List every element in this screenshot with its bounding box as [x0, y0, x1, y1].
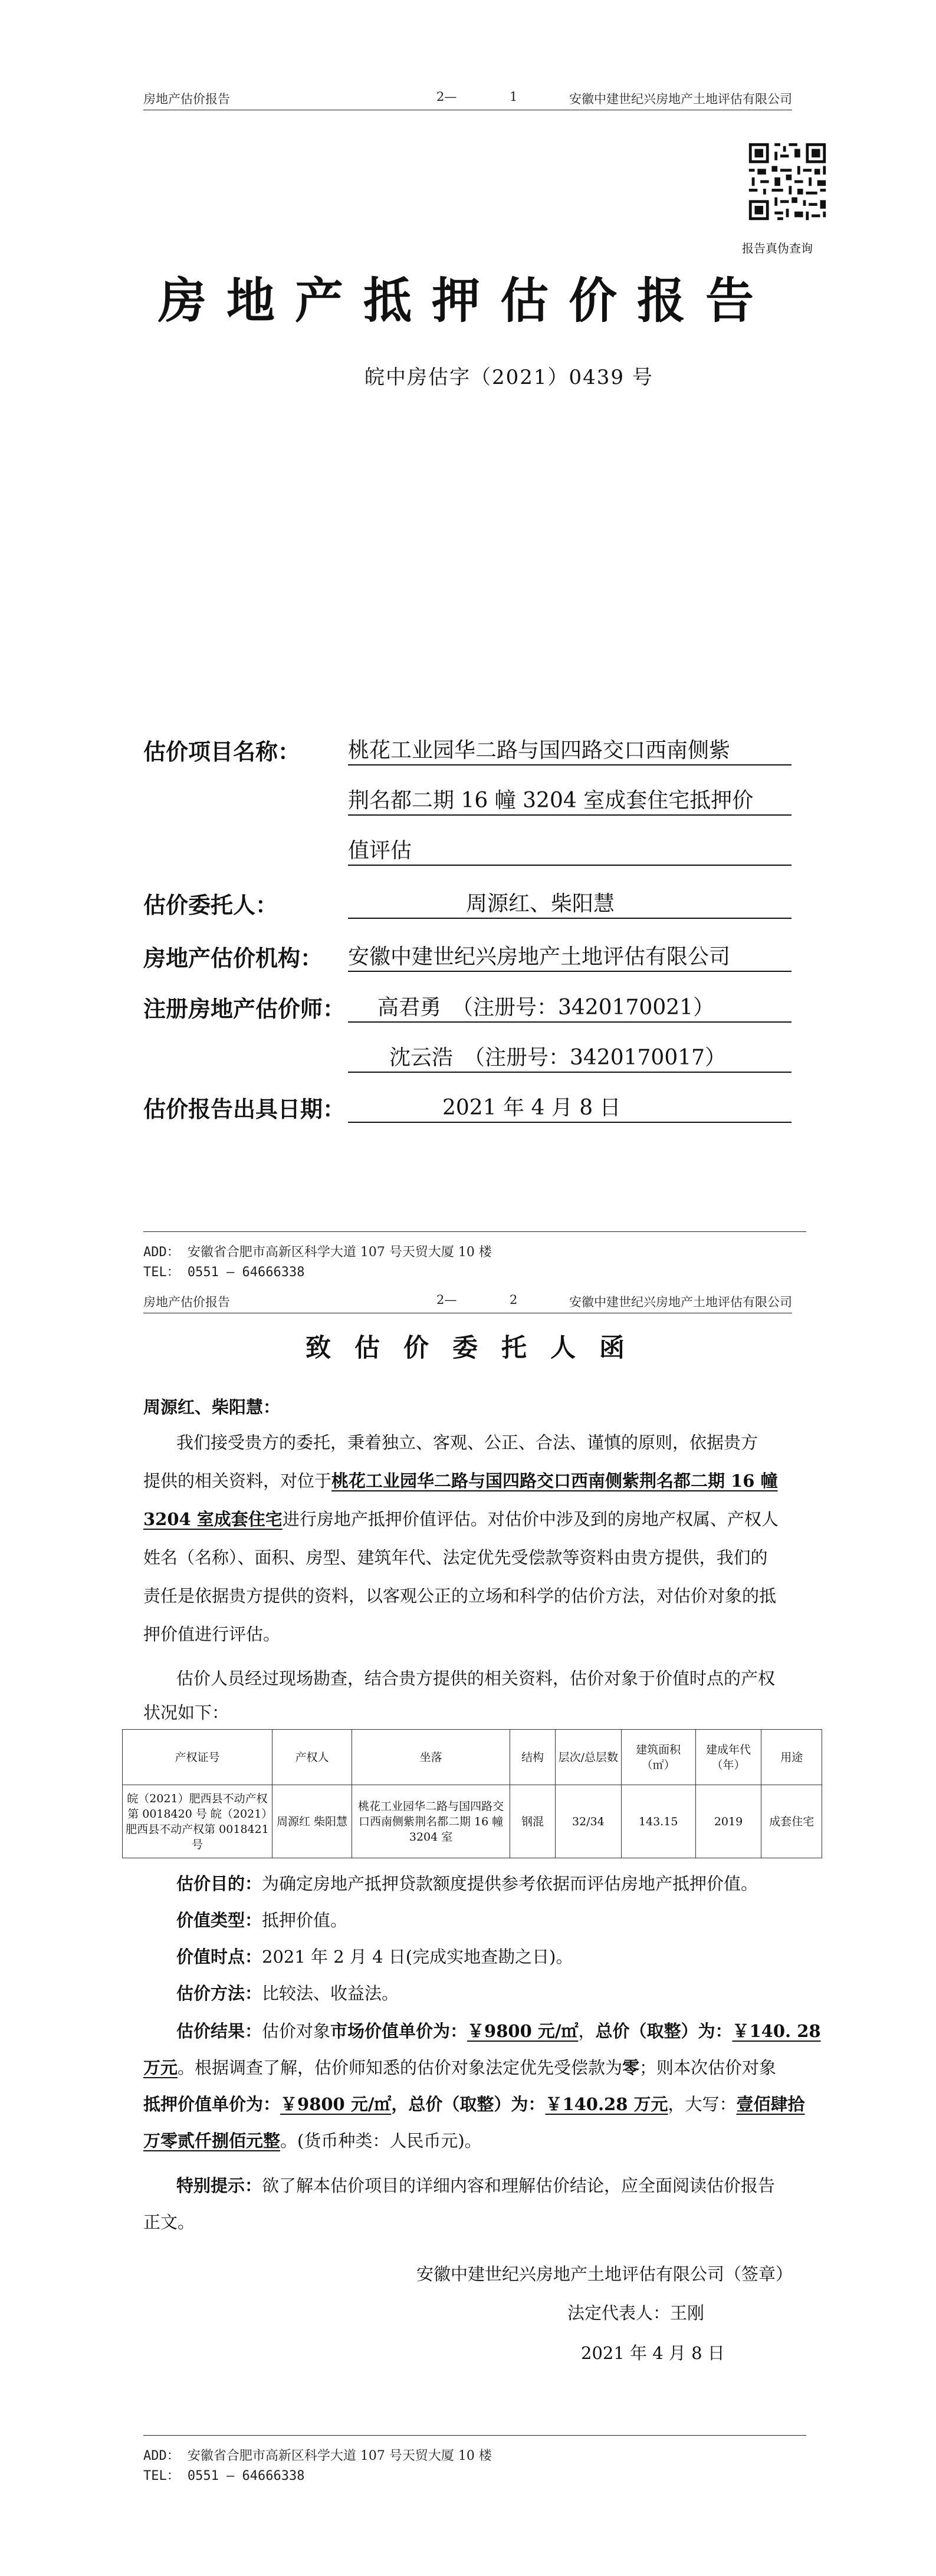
para1-line3: [143, 1500, 779, 1539]
qr-code-icon[interactable]: [746, 140, 829, 223]
market-unit-price-label: 市场价值单价为：: [330, 2021, 468, 2041]
mortgage-total-value: ￥140.28 万元: [545, 2094, 668, 2114]
header-right: 安徽中建世纪兴房地产土地评估有限公司: [569, 1295, 792, 1309]
mortgage-total-in-words-cont: 万零贰仟捌佰元整: [143, 2131, 281, 2151]
underline: [348, 918, 792, 919]
company-signature: 安徽中建世纪兴房地产土地评估有限公司（签章）: [416, 2264, 793, 2284]
value-date-label: 价值时点：: [176, 1947, 262, 1967]
result-label: 估价结果：: [176, 2021, 262, 2041]
property-room: 3204 室成套住宅: [143, 1509, 283, 1529]
header-page-number: 2: [510, 1293, 518, 1307]
para2-line1: 估价人员经过现场勘查，结合贵方提供的相关资料，估价对象于价值时点的产权: [176, 1668, 776, 1688]
appraiser-2: 沈云浩 （注册号：3420170017）: [389, 1046, 727, 1070]
year-cell: 2019: [695, 1785, 761, 1858]
value-type-label: 价值类型：: [176, 1910, 262, 1930]
special-note-line-2: 正文。: [143, 2212, 195, 2232]
header-page-number: 1: [510, 90, 518, 104]
cert-number-cell: 皖（2021）肥西县不动产权第 0018420 号 皖（2021）肥西县不动产权第 0018421 号: [123, 1785, 272, 1858]
method-value: 比较法、收益法。: [262, 1983, 399, 2003]
footer-phone: [143, 2466, 305, 2484]
mortgage-unit-price: ￥9800 元/㎡: [280, 2094, 392, 2114]
project-name-line-2: 荆名都二期 16 幢 3204 室成套住宅抵押价: [348, 788, 754, 813]
table-header-row: [123, 1730, 822, 1785]
method-line: [176, 1974, 399, 2013]
table-header: 结构: [510, 1730, 556, 1785]
result-line-3: [143, 2085, 805, 2124]
table-header: 产权证号: [123, 1730, 272, 1785]
result-line-4: [143, 2122, 482, 2160]
agency-value: 安徽中建世纪兴房地产土地评估有限公司: [348, 945, 731, 969]
method-label: 估价方法：: [176, 1983, 262, 2003]
header-left: 房地产估价报告: [143, 92, 230, 106]
result-line-1: [176, 2012, 821, 2051]
result-text: 估价对象: [262, 2021, 331, 2041]
report-date-value: 2021 年 4 月 8 日: [442, 1096, 621, 1120]
underline: [348, 1021, 792, 1023]
table-header: 建筑面积（㎡）: [621, 1730, 695, 1785]
table-header: 坐落: [352, 1730, 510, 1785]
value-type-line: [176, 1901, 347, 1940]
tel-value: 0551 — 64666338: [187, 1265, 305, 1280]
footer-address: [143, 1242, 492, 1260]
table-header: 建成年代（年）: [695, 1730, 761, 1785]
floor-cell: 32/34: [555, 1785, 621, 1858]
result-text: ，大写：: [668, 2094, 737, 2114]
tel-value: 0551 — 64666338: [187, 2469, 305, 2483]
para1-line5: 责任是依据贵方提供的资料，以客观公正的立场和科学的估价方法，对估价对象的抵: [143, 1586, 777, 1606]
salutation: 周源红、柴阳慧：: [143, 1397, 281, 1417]
appraiser-label: 注册房地产估价师：: [143, 995, 346, 1022]
special-note-line: [176, 2167, 775, 2205]
purpose-label: 估价目的：: [176, 1874, 262, 1894]
property-rights-table: [122, 1729, 822, 1858]
value-type-value: 抵押价值。: [262, 1910, 348, 1930]
underline: [348, 1072, 792, 1073]
tel-label: TEL：: [143, 1265, 180, 1280]
para1-line2: [143, 1462, 778, 1500]
header-left: 房地产估价报告: [143, 1295, 230, 1309]
structure-cell: 钢混: [510, 1785, 556, 1858]
mortgage-unit-price-label: 抵押价值单价为：: [143, 2094, 281, 2114]
para2-line2: 状况如下：: [143, 1703, 229, 1723]
table-row: [123, 1785, 822, 1858]
area-cell: 143.15: [621, 1785, 695, 1858]
project-name-line-1: 桃花工业园华二路与国四路交口西南侧紫: [348, 738, 731, 763]
value-date-line: [176, 1938, 573, 1976]
header-page-prefix: 2—: [436, 1293, 457, 1307]
footer-address: [143, 2446, 492, 2464]
para1-line3-b: 进行房地产抵押价值评估。对估价中涉及到的房地产权属、产权人: [282, 1509, 779, 1529]
underline: [348, 865, 792, 866]
special-note-label: 特别提示：: [176, 2176, 262, 2196]
report-title: 房地产抵押估价报告: [158, 272, 774, 329]
purpose-line: [176, 1865, 758, 1903]
legal-representative: 法定代表人：王刚: [567, 2303, 705, 2323]
result-text: ，: [578, 2021, 596, 2041]
tel-label: TEL：: [143, 2469, 180, 2483]
purpose-value: 为确定房地产抵押贷款额度提供参考依据而评估房地产抵押价值。: [262, 1874, 758, 1894]
table-header: 用途: [761, 1730, 822, 1785]
address-label: ADD：: [143, 2449, 180, 2463]
client-label: 估价委托人：: [143, 892, 278, 918]
underline: [348, 1122, 792, 1123]
footer-rule: [143, 1231, 806, 1232]
letter-title: 致估价委托人函: [306, 1333, 648, 1363]
header-page-prefix: 2—: [436, 90, 457, 104]
header-right: 安徽中建世纪兴房地产土地评估有限公司: [569, 92, 792, 106]
location-cell: 桃花工业园华二路与国四路交口西南侧紫荆名都二期 16 幢 3204 室: [352, 1785, 510, 1858]
mortgage-total-label: ，总价（取整）为：: [391, 2094, 546, 2114]
address-label: ADD：: [143, 1245, 180, 1260]
address-value: 安徽省合肥市高新区科学大道 107 号天贸大厦 10 楼: [187, 2449, 492, 2463]
report-date-label: 估价报告出具日期：: [143, 1096, 346, 1122]
para1-line4: 姓名（名称）、面积、房型、建筑年代、法定优先受偿款等资料由贵方提供，我们的: [143, 1547, 768, 1568]
value-date-value: 2021 年 2 月 4 日(完成实地查勘之日)。: [262, 1947, 573, 1967]
result-text: ；则本次估价对象: [639, 2058, 777, 2078]
document-number: 皖中房估字（2021）0439 号: [364, 366, 653, 389]
para1-line6: 押价值进行评估。: [143, 1624, 281, 1644]
underline: [348, 764, 792, 765]
table-header: 产权人: [272, 1730, 352, 1785]
table-header: 层次/总层数: [555, 1730, 621, 1785]
address-value: 安徽省合肥市高新区科学大道 107 号天贸大厦 10 楼: [187, 1245, 492, 1260]
project-name-line-3: 值评估: [348, 839, 412, 863]
mortgage-total-in-words: 壹佰肆拾: [736, 2094, 805, 2114]
market-total-label: 总价（取整）为：: [595, 2021, 733, 2041]
special-note-text: 欲了解本估价项目的详细内容和理解估价结论，应全面阅读估价报告: [262, 2176, 776, 2196]
footer-rule: [143, 2435, 806, 2436]
usage-cell: 成套住宅: [761, 1785, 822, 1858]
para1-line2-a: 提供的相关资料，对位于: [143, 1471, 332, 1491]
owner-cell: 周源红 柴阳慧: [272, 1785, 352, 1858]
project-name-label: 估价项目名称：: [143, 738, 301, 765]
result-line-2: [143, 2049, 776, 2087]
market-total-value: ￥140. 28: [732, 2021, 821, 2041]
market-unit-price: ￥9800 元/㎡: [467, 2021, 579, 2041]
underline: [348, 814, 792, 816]
para1-line1: 我们接受贵方的委托，秉着独立、客观、公正、合法、谨慎的原则，依据贵方: [176, 1432, 758, 1453]
appraiser-1: 高君勇 （注册号：3420170021）: [377, 995, 715, 1020]
property-location: 桃花工业园华二路与国四路交口西南侧紫荆名都二期 16 幢: [331, 1471, 778, 1491]
qr-caption: 报告真伪查询: [742, 241, 813, 255]
market-total-unit: 万元: [143, 2058, 178, 2078]
agency-label: 房地产估价机构：: [143, 945, 323, 971]
result-text: 。根据调查了解，估价师知悉的估价对象法定优先受偿款为: [178, 2058, 623, 2078]
footer-phone: [143, 1262, 305, 1280]
client-value: 周源红、柴阳慧: [466, 892, 615, 916]
currency-note: 。(货币种类：人民币元)。: [280, 2131, 482, 2151]
priority-claim-value: 零: [622, 2058, 640, 2078]
signature-date: 2021 年 4 月 8 日: [581, 2343, 725, 2363]
underline: [348, 971, 792, 972]
